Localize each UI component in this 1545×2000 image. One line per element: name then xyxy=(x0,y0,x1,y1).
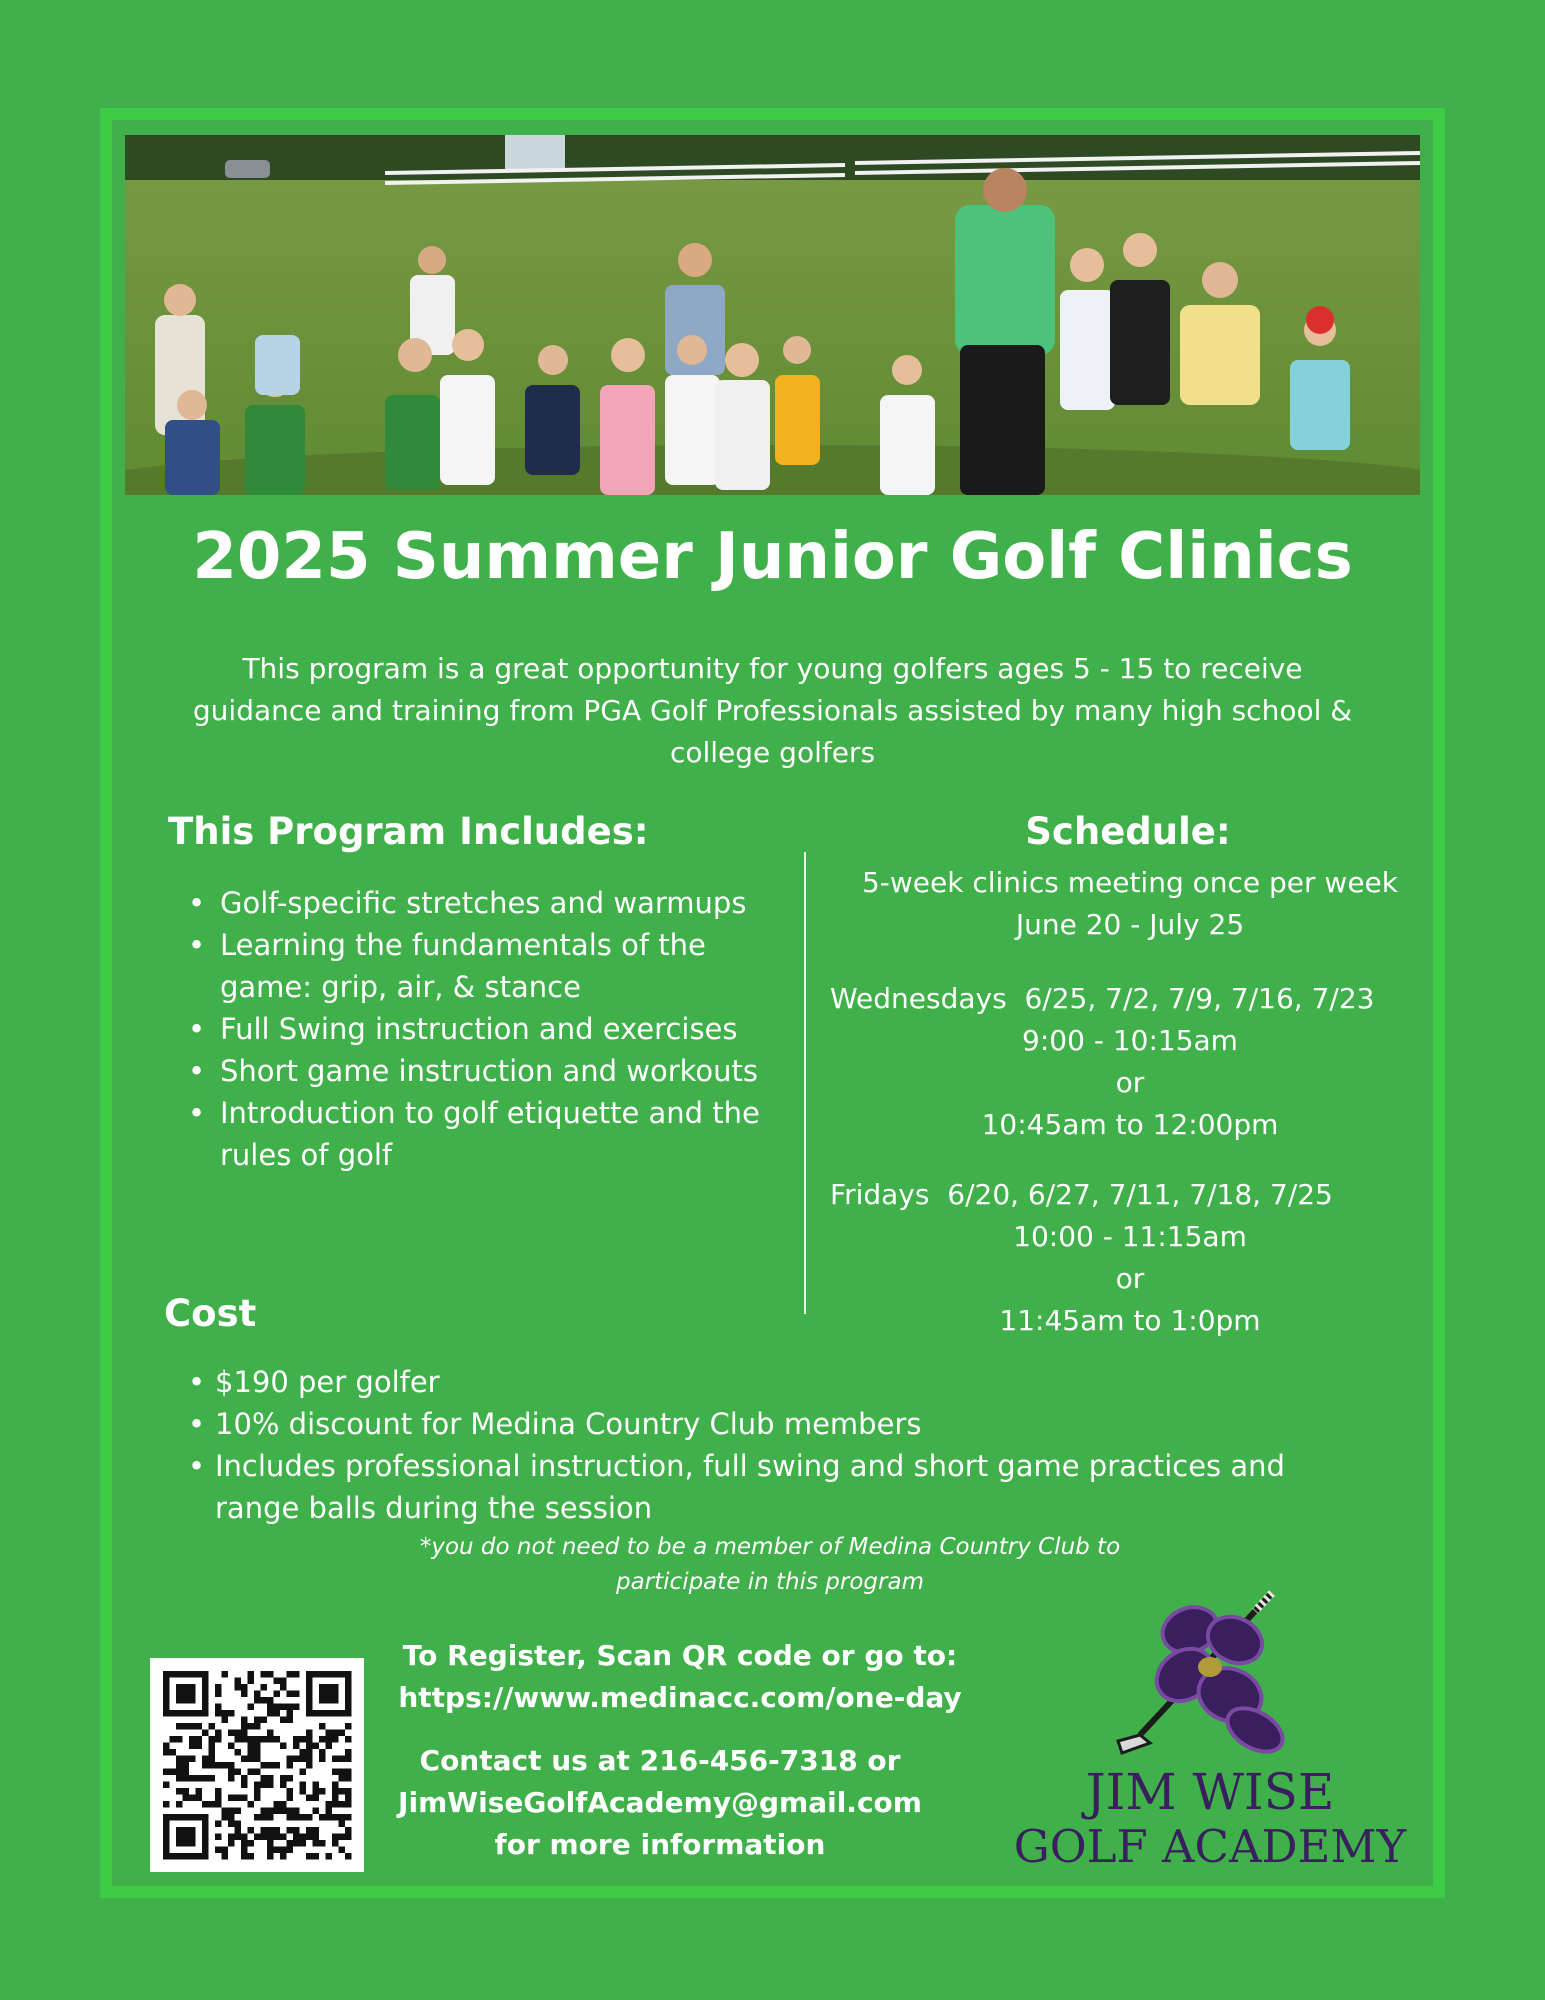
cost-heading: Cost xyxy=(164,1292,257,1335)
schedule-line: 5-week clinics meeting once per week xyxy=(861,866,1399,899)
cost-list xyxy=(188,1361,1338,1529)
list-item: • Includes professional instruction, full swing and short game practices and range balls during the session xyxy=(188,1445,1338,1529)
contact-line: for more information xyxy=(494,1828,826,1861)
list-item: • Short game instruction and workouts xyxy=(188,1050,778,1092)
friday-dates: Fridays 6/20, 6/27, 7/11, 7/18, 7/25 xyxy=(830,1178,1333,1211)
intro-line: college golfers xyxy=(669,736,876,769)
schedule-summary xyxy=(850,862,1410,946)
time-slot: 11:45am to 1:0pm xyxy=(999,1304,1261,1337)
time-slot: 9:00 - 10:15am xyxy=(1022,1024,1238,1057)
schedule-wednesdays xyxy=(830,978,1430,1146)
intro-paragraph xyxy=(160,648,1385,774)
register-line: To Register, Scan QR code or go to: xyxy=(402,1639,958,1672)
logo-text: JIM WISE xyxy=(1085,1763,1335,1821)
time-slot: 10:45am to 12:00pm xyxy=(981,1108,1279,1141)
or-separator: or xyxy=(1115,1262,1145,1295)
register-info xyxy=(390,1635,970,1719)
intro-line: guidance and training from PGA Golf Professionals assisted by many high school & xyxy=(192,694,1353,727)
schedule-line: June 20 - July 25 xyxy=(1015,908,1245,941)
schedule-fridays xyxy=(830,1174,1430,1342)
logo-text: GOLF ACADEMY xyxy=(1013,1820,1407,1873)
register-link[interactable]: https://www.medinacc.com/one-day xyxy=(398,1681,962,1714)
column-divider xyxy=(804,852,806,1314)
or-separator: or xyxy=(1115,1066,1145,1099)
contact-info xyxy=(380,1740,940,1866)
qr-code[interactable] xyxy=(150,1658,364,1872)
note-line: *you do not need to be a member of Medina Country Club to xyxy=(419,1534,1121,1560)
list-item: • Full Swing instruction and exercises xyxy=(188,1008,778,1050)
note-line: participate in this program xyxy=(615,1569,924,1595)
time-slot: 10:00 - 11:15am xyxy=(1013,1220,1247,1253)
list-item: • 10% discount for Medina Country Club members xyxy=(188,1403,1338,1445)
schedule-heading: Schedule: xyxy=(1025,810,1231,853)
list-item: • Learning the fundamentals of the game: grip, air, & stance xyxy=(188,924,778,1008)
includes-list xyxy=(188,882,778,1176)
academy-logo xyxy=(1010,1585,1410,1885)
violet-golf-club-icon xyxy=(1010,1585,1410,1765)
intro-line: This program is a great opportunity for young golfers ages 5 - 15 to receive xyxy=(242,652,1303,685)
header-photo xyxy=(125,135,1420,495)
page-title: 2025 Summer Junior Golf Clinics xyxy=(192,520,1353,594)
list-item: • Introduction to golf etiquette and the rules of golf xyxy=(188,1092,778,1176)
list-item: • $190 per golfer xyxy=(188,1361,1338,1403)
contact-line: Contact us at 216-456-7318 or xyxy=(419,1744,901,1777)
contact-email[interactable]: JimWiseGolfAcademy@gmail.com xyxy=(398,1786,922,1819)
wednesday-dates: Wednesdays 6/25, 7/2, 7/9, 7/16, 7/23 xyxy=(830,982,1375,1015)
includes-heading: This Program Includes: xyxy=(168,810,649,853)
list-item: • Golf-specific stretches and warmups xyxy=(188,882,778,924)
